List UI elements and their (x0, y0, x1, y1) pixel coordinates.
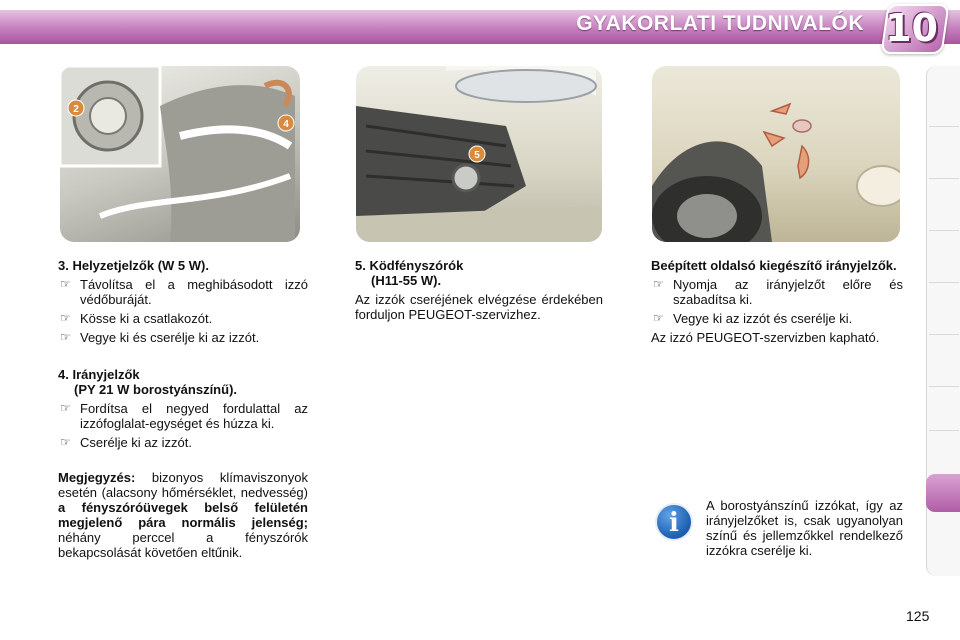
section-5-heading: 5. Ködfényszórók (H11-55 W). (355, 258, 464, 288)
note-paragraph: Megjegyzés: bizonyos klímaviszonyok esetén (alacsony hőmérséklet, nedvesség) a fényszóróüvegek belső felületén megjelenő pára normális jelenség; néhány perccel a fényszórók bekapcsolását követően eltűnik. (58, 470, 308, 560)
tab-divider (929, 178, 959, 179)
bullet-item: ☞ Távolítsa el a meghibásodott izzó védőburáját. (60, 277, 308, 307)
bullet-item: ☞ Kösse ki a csatlakozót. (60, 311, 213, 326)
callout-5: 5 (474, 150, 480, 161)
chapter-number: 10 (885, 6, 938, 50)
bullet-item: ☞ Vegye ki és cserélje ki az izzót. (60, 330, 260, 345)
fog-lamp-illustration (356, 66, 602, 242)
side-repeater-heading: Beépített oldalsó kiegészítő irányjelzők. (651, 258, 897, 273)
tab-divider (929, 282, 959, 283)
headlamp-bulb-illustration (60, 66, 300, 242)
column-middle (355, 258, 603, 322)
active-chapter-tab (926, 474, 960, 512)
info-note: A borostyánszínű izzókat, így az irányjelzőket is, csak ugyanolyan színű és jellemzőkkel rendelkező izzókra cserélje ki. (706, 498, 903, 558)
page-number: 125 (906, 608, 930, 624)
chapter-title: GYAKORLATI TUDNIVALÓK (576, 12, 864, 35)
section-4-heading: 4. Irányjelzők (PY 21 W borostyánszínű). (58, 367, 238, 397)
pointing-hand-icon: ☞ (60, 401, 71, 415)
bullet-item: ☞ Vegye ki az izzót és cserélje ki. (653, 311, 853, 326)
pointing-hand-icon: ☞ (653, 311, 664, 325)
callout-2: 2 (73, 104, 79, 115)
side-repeater-illustration (652, 66, 900, 242)
tab-divider (929, 386, 959, 387)
pointing-hand-icon: ☞ (60, 311, 71, 325)
pointing-hand-icon: ☞ (60, 330, 71, 344)
page-header (0, 0, 960, 52)
column-right (651, 258, 903, 345)
side-repeater-paragraph: Az izzó PEUGEOT-szervizben kapható. (651, 330, 880, 345)
tab-divider (929, 430, 959, 431)
callout-4: 4 (283, 119, 289, 130)
section-3-heading: 3. Helyzetjelzők (W 5 W). (58, 258, 209, 273)
pointing-hand-icon: ☞ (653, 277, 664, 291)
tab-divider (929, 230, 959, 231)
bullet-item: ☞ Fordítsa el negyed fordulattal az izzófoglalat-egységet és húzza ki. (60, 401, 308, 431)
bullet-item: ☞ Cserélje ki az izzót. (60, 435, 192, 450)
column-left (58, 258, 308, 560)
tab-divider (929, 334, 959, 335)
pointing-hand-icon: ☞ (60, 435, 71, 449)
pointing-hand-icon: ☞ (60, 277, 71, 291)
fog-lamp-paragraph: Az izzók cseréjének elvégzése érdekében forduljon PEUGEOT-szervizhez. (355, 292, 603, 322)
tab-divider (929, 126, 959, 127)
bullet-item: ☞ Nyomja az irányjelzőt előre és szabadítsa ki. (653, 277, 903, 307)
info-icon: i (655, 503, 693, 541)
